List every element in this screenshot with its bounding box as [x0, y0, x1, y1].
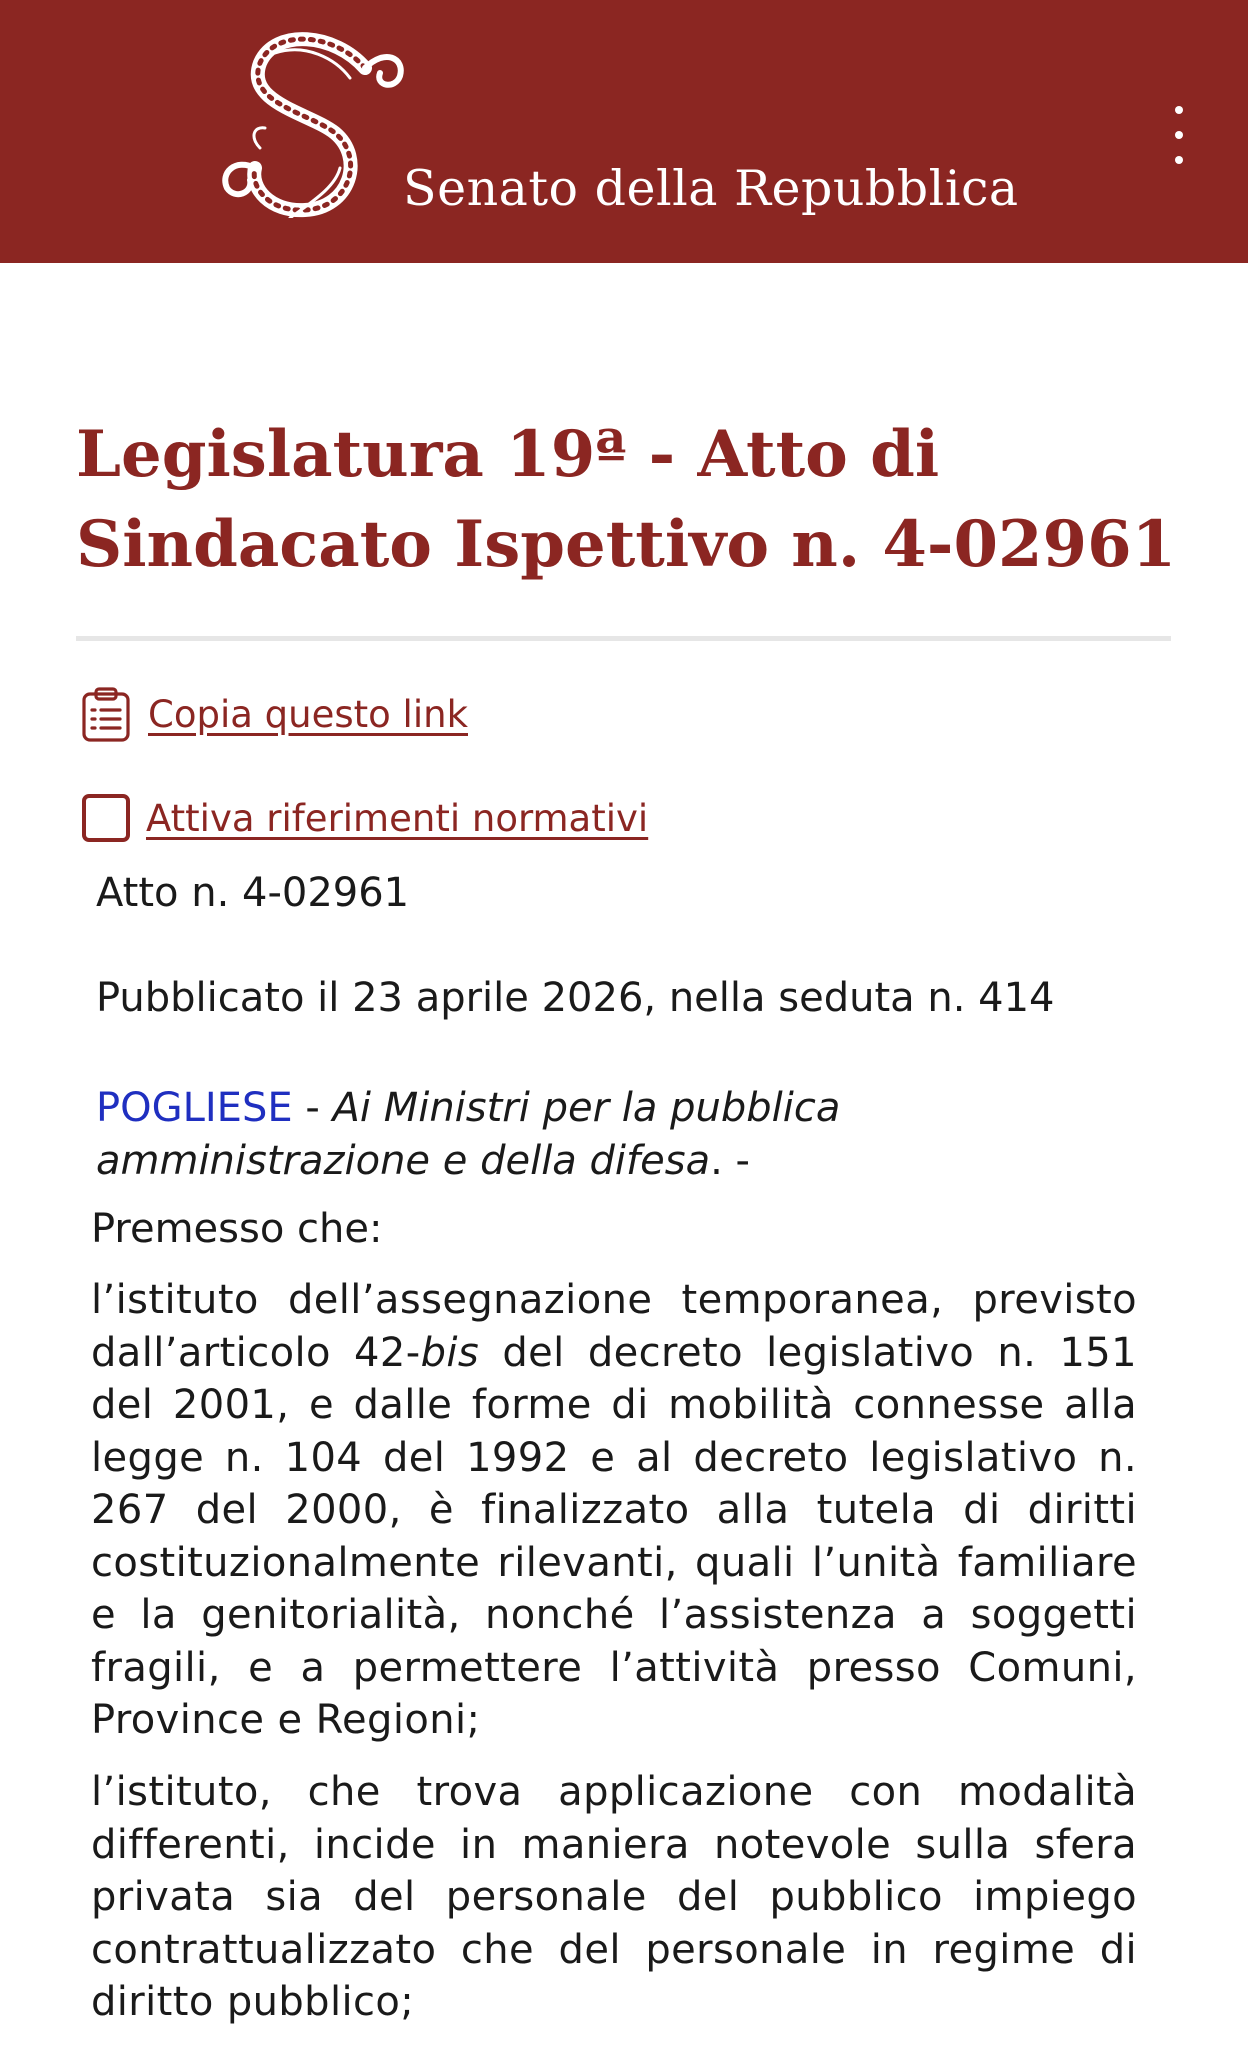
senator-name[interactable]: POGLIESE — [96, 1085, 293, 1131]
publication-info: Pubblicato il 23 aprile 2026, nella seduta n. 414 — [96, 975, 1055, 1021]
normative-references-toggle-row[interactable] — [78, 786, 648, 850]
act-number: Atto n. 4-02961 — [96, 870, 410, 916]
addressee-end: . - — [710, 1138, 750, 1184]
body-paragraph-1 — [91, 1274, 1137, 1747]
copy-link-button[interactable]: Copia questo link — [148, 692, 468, 736]
page-title: Legislatura 19ª - Atto di Sindacato Ispettivo n. 4-02961 — [76, 417, 1177, 582]
body-paragraph-2: l’istituto, che trova applicazione con modalità differenti, incide in maniera notevole sulla sfera privata sia del personale del pubblico impiego contrattualizzato che del personale in regime di diritto pubblico; — [91, 1769, 1137, 2025]
copy-link-row[interactable] — [78, 682, 468, 746]
senato-s-logo-icon[interactable] — [215, 28, 415, 218]
addressee-ministers: Ai Ministri per la pubblica amministrazione e della difesa — [96, 1085, 841, 1184]
para1-part1: l’istituto dell’assegnazione temporanea, previsto dall’articolo 42- — [91, 1277, 1137, 1376]
clipboard-list-icon[interactable] — [78, 686, 134, 742]
normative-references-toggle[interactable]: Attiva riferimenti normativi — [146, 796, 649, 840]
title-divider — [76, 636, 1171, 641]
brand-name[interactable]: Senato della Repubblica — [403, 160, 1019, 217]
kebab-menu-icon[interactable] — [1160, 100, 1196, 170]
para1-italic: bis — [420, 1329, 480, 1376]
addressee-separator: - — [292, 1085, 333, 1131]
premise-label: Premesso che: — [91, 1206, 383, 1252]
normative-references-checkbox[interactable] — [82, 794, 130, 842]
para1-part2: del decreto legislativo n. 151 del 2001, e dalle forme di mobilità connesse alla legge n. 104 del 1992 e al decreto legislativo n. 267 del 2000, è finalizzato alla tutela di diritti costituzionalmente rilevanti, quali l’unità familiare e la genitorialità, nonché l’assistenza a soggetti fragili, e a permettere l’attività presso Comuni, Province e Regioni; — [91, 1329, 1137, 1743]
addressee-line — [96, 1082, 1146, 1188]
site-header — [0, 0, 1248, 263]
